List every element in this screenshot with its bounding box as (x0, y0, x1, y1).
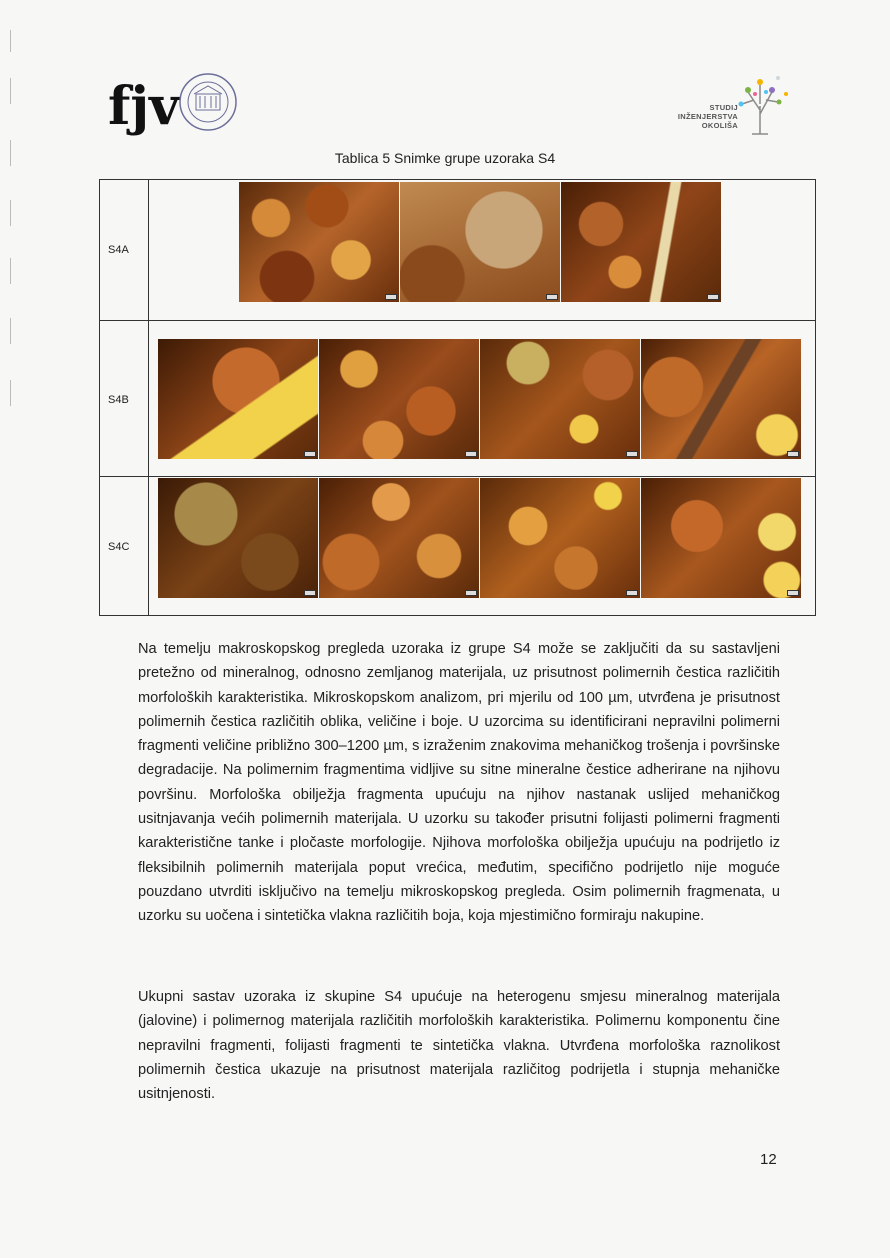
table-caption: Tablica 5 Snimke grupe uzoraka S4 (334, 150, 556, 166)
page-number: 12 (760, 1151, 777, 1168)
scale-bar (465, 451, 477, 457)
table-row-s4a (100, 180, 815, 321)
body-paragraph: Na temelju makroskopskog pregleda uzoraka iz grupe S4 može se zaključiti da su sastavljeni pretežno od mineralnog, odnosno zemljanog materijala, uz prisutnost polimernih čestica različitih morfoloških karakteristika. Mikroskopskom analizom, pri mjerilu od 100 µm, utvrđena je prisutnost polimernih čestica različitih oblika, veličine i boje. U uzorcima su identificirani nepravilni polimerni fragmenti veličine približno 300–1200 µm, s izraženim znakovima mehaničkog trošenja i površinske degradacije. Na polimernim fragmentima vidljive su sitne mineralne čestice adherirane na njihovu površinu. Morfološka obilježja fragmenta upućuju na njihov nastanak uslijed mehaničkog usitnjavanja većih polimernih materijala. U uzorku su također prisutni folijasti polimerni fragmenti karakteristične tanke i pločaste morfologije. Njihova morfološka obilježja upućuju na podrijetlo iz fleksibilnih polimernih materijala poput vrećica, međutim, specifično podrijetlo nije moguće pouzdano utvrditi isključivo na temelju mikroskopskog pregleda. Osim polimernih fragmenata, u uzorku su uočena i sintetička vlakna različitih boja, koja mjestimično formiraju nakupine. (138, 641, 780, 925)
fjv-logo-text: fjv (108, 76, 180, 137)
scale-bar (304, 451, 316, 457)
sample-photo (641, 339, 801, 459)
scale-bar (787, 590, 799, 596)
sample-photo (319, 339, 479, 459)
scale-bar (787, 451, 799, 457)
binding-mark (10, 380, 14, 406)
scale-bar (626, 451, 638, 457)
scale-bar (385, 294, 397, 300)
scale-bar (626, 590, 638, 596)
sample-photo (480, 339, 640, 459)
sample-photo (239, 182, 399, 302)
program-name-line: INŽENJERSTVA (677, 112, 738, 121)
sample-photo (561, 182, 721, 302)
scale-bar (546, 294, 558, 300)
binding-mark (10, 318, 14, 344)
scale-bar (304, 590, 316, 596)
table-row-s4c (100, 477, 815, 615)
sample-photo (158, 478, 318, 598)
sample-photo (158, 339, 318, 459)
binding-mark (10, 78, 14, 104)
binding-mark (10, 30, 14, 52)
sample-photo (641, 478, 801, 598)
row-label: S4B (108, 394, 129, 406)
binding-mark (10, 200, 14, 226)
fjv-logo (108, 72, 238, 138)
body-paragraph: Ukupni sastav uzoraka iz skupine S4 upućuje na heterogenu smjesu mineralnog materijala (jalovine) i polimernog materijala različitih morfoloških karakteristika. Polimernu komponentu čine nepravilni fragmenti, folijasti fragmenti te sintetička vlakna. Utvrđena morfološka raznolikost polimernih čestica ukazuje na prisutnost materijala različitog podrijetla i stupnja mehaničke usitnjenosti. (138, 989, 780, 1103)
scale-bar (465, 590, 477, 596)
row-label: S4A (108, 244, 129, 256)
label-cell (100, 321, 149, 476)
table-row-s4b (100, 321, 815, 477)
sample-photo (400, 182, 560, 302)
program-name-line: OKOLIŠA (701, 121, 738, 130)
sample-photo (480, 478, 640, 598)
program-name-line: STUDIJ (709, 103, 738, 112)
sample-photo (319, 478, 479, 598)
row-label: S4C (108, 541, 130, 553)
program-name (660, 103, 738, 130)
sample-photo-table (99, 179, 816, 616)
label-cell (100, 180, 149, 320)
label-cell (100, 477, 149, 615)
binding-mark (10, 258, 14, 284)
scale-bar (707, 294, 719, 300)
